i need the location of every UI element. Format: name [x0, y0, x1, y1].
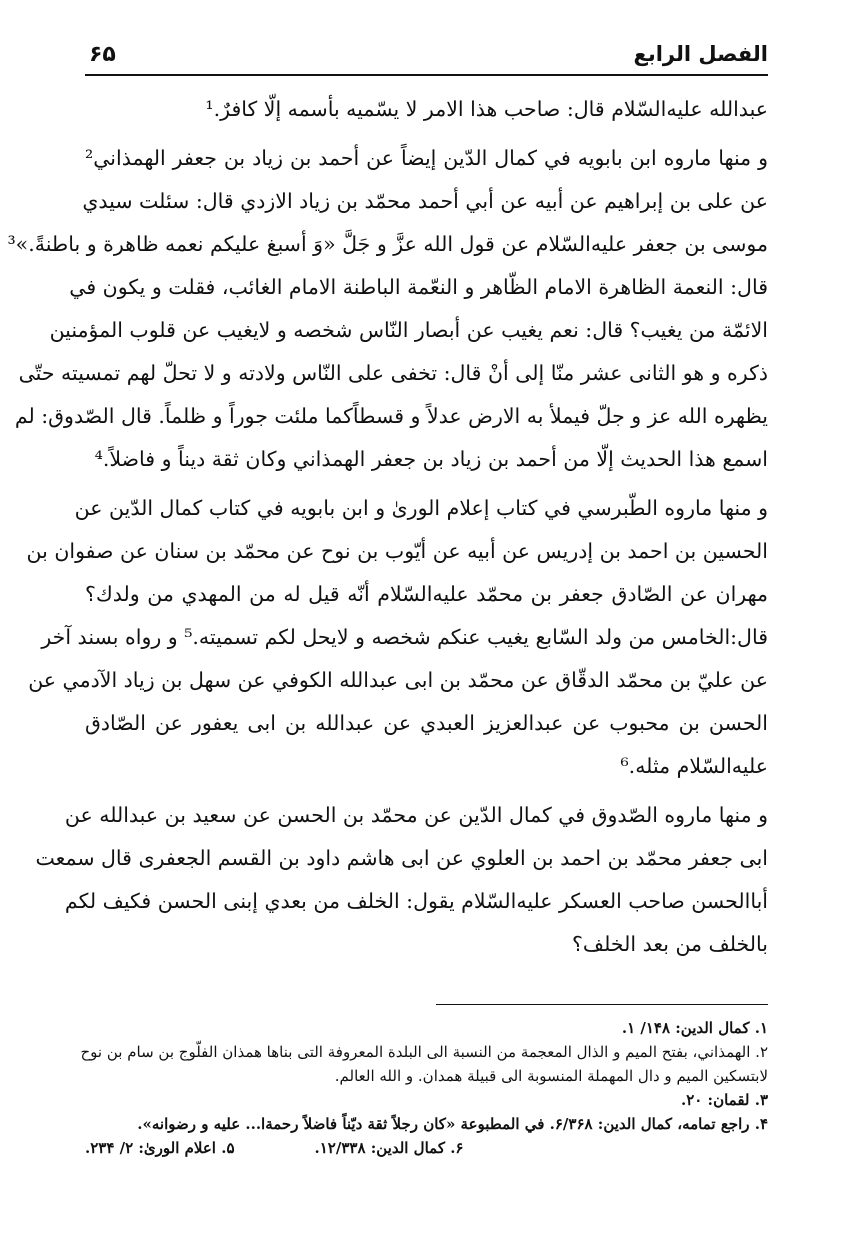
- footnote-6: ۶. كمال الدين: ۱۲/۳۳۸.: [314, 1139, 464, 1157]
- text-line: عن عليّ بن محمّد الدقّاق عن محمّد بن ابى عبدالله الكوفي عن سهل بن زياد الآدمي عن: [28, 668, 768, 692]
- text-line: قال:الخامس من ولد السّابع يغيب عنكم شخصه و لايحل لكم تسميته.⁵ و رواه بسند آخر: [41, 625, 768, 649]
- footnote-2-continued: لابتسكين الميم و دال المهملة المنسوبة الى قبيلة همدان. و الله العالم.: [334, 1067, 768, 1085]
- page-header: [85, 28, 768, 76]
- text-line: قال: النعمة الظاهرة الامام الظّاهر و النعّمة الباطنة الامام الغائب، فقلت و يكون في: [69, 275, 768, 299]
- chapter-title: الفصل الرابع: [633, 42, 768, 66]
- footnote-1: ۱. كمال الدين: ۱۴۸/ ۱.: [621, 1019, 768, 1037]
- text-line: اسمع هذا الحديث إلّا من أحمد بن زياد بن جعفر الهمذاني وكان ثقة ديناً و فاضلاً.⁴: [94, 447, 768, 471]
- text-line: موسى بن جعفر عليه‌السّلام عن قول الله عزَّ و جَلَّ «وَ أسبغ عليكم نعمه ظاهرة و باطنةً.»³: [7, 232, 768, 256]
- text-line: مهران عن الصّادق جعفر بن محمّد عليه‌السّلام أنّه قيل له من المهدي من ولدك؟: [85, 582, 768, 606]
- text-line: بالخلف من بعد الخلف؟: [572, 932, 768, 956]
- footnote-row: [85, 1136, 768, 1160]
- footnotes: [80, 1016, 768, 1160]
- text-line: الحسين بن احمد بن إدريس عن أبيه عن أيّوب بن نوح عن محمّد بن سنان عن صفوان بن: [26, 539, 768, 563]
- text-line: عبدالله عليه‌السّلام قال: صاحب هذا الامر لا يسّميه بأسمه إلّا كافرٌ.¹: [205, 97, 768, 121]
- footnote-divider: [436, 1004, 768, 1005]
- text-line: عليه‌السّلام مثله.⁶: [620, 754, 768, 778]
- page-number: ۶۵: [89, 42, 116, 67]
- footnote-3: ۳. لقمان: ۲۰.: [680, 1091, 768, 1109]
- text-line: الائمّة من يغيب؟ قال: نعم يغيب عن أبصار النّاس شخصه و لايغيب عن قلوب المؤمنين: [49, 318, 768, 342]
- text-line: ابى جعفر محمّد بن احمد بن العلوي عن ابى هاشم داود بن القسم الجعفرى قال سمعت: [35, 846, 768, 870]
- text-line: الحسن بن محبوب عن عبدالعزيز العبدي عن عبدالله بن ابى يعفور عن الصّادق: [85, 711, 768, 735]
- text-line: و منها ماروه الطّبرسي في كتاب إعلام الورىٰ و ابن بابويه في كتاب كمال الدّين عن: [74, 496, 768, 520]
- main-text: [7, 88, 768, 966]
- text-line: ذكره و هو الثانى عشر منّا إلى أنْ قال: تخفى على النّاس ولادته و لا تحلّ لهم تمسيته حتّى: [18, 361, 768, 385]
- text-line: يظهره الله عز و جلّ فيملأ به الارض عدلاً و قسطاًكما ملئت جوراً و ظلماً. قال الصّدوق: لم: [14, 404, 768, 428]
- text-line: أباالحسن صاحب العسكر عليه‌السّلام يقول: الخلف من بعدي إبنى الحسن فكيف لكم: [64, 889, 768, 913]
- text-line: و منها ماروه الصّدوق في كمال الدّين عن محمّد بن الحسن عن سعيد بن عبدالله عن: [64, 803, 768, 827]
- text-line: و منها ماروه ابن بابويه في كمال الدّين إيضاً عن أحمد بن زياد بن جعفر الهمذاني²: [85, 146, 768, 170]
- text-line: عن على بن إبراهيم عن أبيه عن أبي أحمد محمّد بن زياد الازدي قال: سئلت سيدي: [82, 189, 768, 213]
- footnote-5: ۵. اعلام الورىٰ: ۲/ ۲۳۴.: [85, 1139, 235, 1157]
- footnote-4: ۴. راجع تمامه، كمال الدين: ۶/۳۶۸. في المطبوعة «كان رجلاً ثقة ديّناً فاضلاً رحمة‌ا... عليه و رضوانه».: [137, 1115, 768, 1133]
- footnote-2: ۲. الهمذاني، بفتح الميم و الذال المعجمة من النسبة الى البلدة المعروفة التى بناها همذان الفلّوج بن سام بن نوح: [80, 1043, 768, 1061]
